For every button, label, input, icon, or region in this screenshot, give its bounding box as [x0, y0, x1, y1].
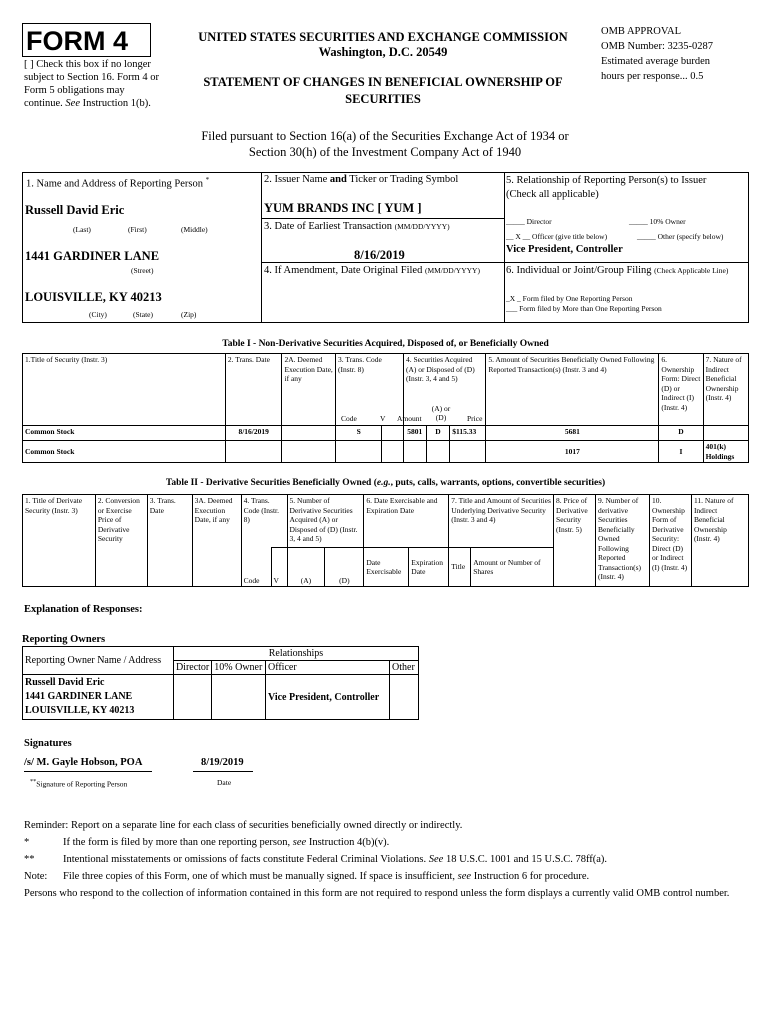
other-option: _____ Other (specify below) [637, 232, 724, 241]
t2-col-5: 5. Number of Derivative Securities Acquired (A) or Disposed of (D) (Instr. 3, 4 and 5) [287, 495, 364, 548]
cell [703, 426, 748, 441]
n3a: File three copies of this Form, one of which must be manually signed. If space is insufficient, [63, 871, 456, 882]
note-marker: ** [24, 854, 35, 865]
cell [212, 675, 266, 720]
relationships-header: Relationships [173, 647, 418, 661]
t1-col-title: 1.Title of Security (Instr. 3) [23, 354, 226, 426]
officer-title: Vice President, Controller [506, 244, 623, 255]
n1a: If the form is filed by more than one reporting person, [63, 837, 291, 848]
stmt-line1: STATEMENT OF CHANGES IN BENEFICIAL OWNERSHIP OF [203, 75, 563, 89]
box3-text: 3. Date of Earliest Transaction [264, 221, 393, 232]
t1-col-nature: 7. Nature of Indirect Beneficial Ownership (Instr. 4) [703, 354, 748, 426]
signature-name: /s/ M. Gayle Hobson, POA [24, 757, 143, 768]
cell [426, 441, 450, 463]
omb-line: OMB APPROVAL [601, 26, 682, 37]
officer-header: Officer [265, 661, 389, 675]
table1 [22, 353, 749, 426]
box5-l2: (Check all applicable) [506, 189, 599, 200]
signatures-heading: Signatures [24, 738, 72, 749]
cell [382, 441, 404, 463]
filed-line1: Filed pursuant to Section 16(a) of the Securities Exchange Act of 1934 or [201, 129, 569, 143]
cell [282, 441, 336, 463]
check-line: subject to Section 16. Form 4 or [24, 72, 160, 83]
cell [403, 441, 426, 463]
t2-col-3a: 3A. Deemed Execution Date, if any [192, 495, 241, 587]
explanation-heading: Explanation of Responses: [24, 604, 143, 615]
n2c: 18 U.S.C. 1001 and 15 U.S.C. 78ff(a). [445, 854, 608, 865]
cell: I [659, 441, 703, 463]
stmt-line2: SECURITIES [345, 92, 421, 106]
box3-sm: (MM/DD/YYYY) [394, 222, 450, 231]
issuer-name: YUM BRANDS INC [ YUM ] [264, 201, 422, 215]
check-line-a: continue. [24, 98, 63, 109]
box6-sm: (Check Applicable Line) [654, 266, 729, 275]
table1-title: Table I - Non-Derivative Securities Acquired, Disposed of, or Beneficially Owned [222, 339, 549, 349]
check-line: [ ] Check this box if no longer [24, 59, 151, 70]
cell: $115.33 [450, 426, 486, 441]
owner-name-header: Reporting Owner Name / Address [23, 647, 174, 675]
omb-line: hours per response... 0.5 [601, 71, 704, 82]
note-text [63, 869, 589, 885]
cell: 401(k) Holdings [703, 441, 748, 463]
t1-col-acquired: 4. Securities Acquired (A) or Disposed of (D) (Instr. 3, 4 and 5) [403, 354, 485, 426]
t1-sub-v: V [380, 414, 386, 423]
table2-title [22, 478, 749, 488]
box4-sm: (MM/DD/YYYY) [424, 266, 480, 275]
cell [390, 675, 419, 720]
owner-line: LOUISVILLE, KY 40213 [25, 705, 135, 716]
n3b: see [457, 871, 472, 882]
table2 [22, 494, 749, 587]
table1-body [22, 425, 749, 463]
box2-label [264, 174, 458, 185]
t2-sub-title: Title [449, 548, 471, 587]
t2-sub-d: (D) [325, 548, 364, 587]
box2-b: and [329, 174, 347, 185]
box2-a: 2. Issuer Name [264, 174, 328, 185]
omb-notice: Persons who respond to the collection of information contained in this form are not required to respond unless the form displays a currently valid OMB control number. [24, 888, 730, 899]
agency-title [176, 30, 590, 60]
owner-address-cell [23, 675, 174, 720]
city-label: (City) [89, 310, 107, 319]
first-label: (First) [128, 225, 147, 234]
director-option: _____ Director [506, 217, 552, 226]
owner-line: 1441 GARDINER LANE [25, 691, 133, 702]
sig-caption-text: Signature of Reporting Person [36, 779, 128, 789]
check-line [24, 97, 174, 110]
cell [450, 441, 486, 463]
box2-c: Ticker or Trading Symbol [349, 174, 459, 185]
signature-caption [30, 778, 127, 789]
cell [173, 675, 211, 720]
box3-label [264, 221, 450, 232]
director-header: Director [173, 661, 211, 675]
ten-percent-option: _____ 10% Owner [629, 217, 686, 226]
t1-col-deemed: 2A. Deemed Execution Date, if any [282, 354, 336, 426]
filing-option-1: _X _ Form filed by One Reporting Person [506, 294, 633, 303]
note-marker: Note: [24, 871, 48, 882]
t1-col-form: 6. Ownership Form: Direct (D) or Indirect (I) (Instr. 4) [659, 354, 703, 426]
omb-line: OMB Number: 3235-0287 [601, 41, 713, 52]
t1-col-date: 2. Trans. Date [225, 354, 282, 426]
form-title: FORM 4 [26, 26, 129, 56]
reminder-line: Reminder: Report on a separate line for each class of securities beneficially owned directly or indirectly. [24, 820, 463, 831]
form-title-box [22, 23, 151, 57]
t2-sub-v: V [271, 548, 287, 587]
table-row [23, 675, 419, 720]
t2-title-a: Table II - Derivative Securities Beneficially Owned ( [165, 478, 377, 488]
filing-option-2: ___ Form filed by More than One Reporting Person [506, 304, 662, 313]
omb-line: Estimated average burden [601, 56, 711, 67]
earliest-transaction-date: 8/16/2019 [354, 248, 405, 262]
t2-col-8: 8. Price of Derivative Security (Instr. 5) [554, 495, 596, 587]
cell: 8/16/2019 [225, 426, 282, 441]
t2-sub-exercisable: Date Exercisable [364, 548, 409, 587]
last-label: (Last) [73, 225, 91, 234]
n2b: See [428, 854, 444, 865]
table-row [23, 441, 749, 463]
check-line-b: See [65, 98, 80, 109]
statement-title [176, 74, 590, 108]
signature-date: 8/19/2019 [201, 757, 244, 768]
t2-col-10: 10. Ownership Form of Derivative Security: Direct (D) or Indirect (I) (Instr. 4) [649, 495, 691, 587]
filed-line2: Section 30(h) of the Investment Company Act of 1940 [248, 145, 522, 159]
cell [382, 426, 404, 441]
cell: Common Stock [23, 441, 226, 463]
t2-sub-expiration: Expiration Date [409, 548, 449, 587]
t1-col-code: 3. Trans. Code (Instr. 8) [336, 354, 404, 426]
cell [282, 426, 336, 441]
t2-title-c: , puts, calls, warrants, options, convertible securities) [390, 478, 606, 488]
box1-label-text: 1. Name and Address of Reporting Person [26, 178, 204, 190]
reporting-owners-heading: Reporting Owners [22, 634, 106, 645]
t2-title-b: e.g. [376, 478, 391, 488]
signature-line [24, 771, 152, 772]
box4-label [264, 265, 480, 276]
t2-col-4: 4. Trans. Code (Instr. 8) [241, 495, 287, 548]
cell: Common Stock [23, 426, 226, 441]
cell: 1017 [486, 441, 659, 463]
t2-col-2: 2. Conversion or Exercise Price of Derivative Security [95, 495, 147, 587]
t2-sub-amount: Amount or Number of Shares [471, 548, 554, 587]
n1c: Instruction 4(b)(v). [308, 837, 390, 848]
t2-col-1: 1. Title of Derivate Security (Instr. 3) [23, 495, 96, 587]
t2-col-6: 6. Date Exercisable and Expiration Date [364, 495, 449, 548]
sig-star: ** [30, 778, 37, 785]
zip-label: (Zip) [181, 310, 197, 319]
cell [336, 441, 382, 463]
table-row [23, 426, 749, 441]
street-label: (Street) [131, 266, 154, 275]
n2a: Intentional misstatements or omissions of facts constitute Federal Criminal Violations. [63, 854, 427, 865]
omb-approval [601, 24, 761, 84]
t2-col-11: 11. Nature of Indirect Beneficial Ownership (Instr. 4) [691, 495, 748, 587]
t1-col-owned: 5. Amount of Securities Beneficially Owned Following Reported Transaction(s) (Instr. 3 and 4) [486, 354, 659, 426]
t2-sub-code: Code [241, 548, 271, 587]
street-value: 1441 GARDINER LANE [25, 249, 160, 263]
tenpct-header: 10% Owner [212, 661, 266, 675]
t2-col-9: 9. Number of derivative Securities Beneficially Owned Following Reported Transaction(s) (Instr. 4) [596, 495, 650, 587]
date-caption: Date [217, 778, 232, 787]
reporting-person-name: Russell David Eric [25, 203, 125, 217]
check-box-note [24, 58, 174, 110]
cell [225, 441, 282, 463]
filed-pursuant [120, 128, 650, 160]
t2-col-7: 7. Title and Amount of Securities Underlying Derivative Security (Instr. 3 and 4) [449, 495, 554, 548]
box4-text: 4. If Amendment, Date Original Filed [264, 265, 423, 276]
date-line [193, 771, 253, 772]
cell: 5681 [486, 426, 659, 441]
check-line-c: Instruction 1(b). [82, 98, 151, 109]
t1-sub-price: Price [467, 414, 483, 423]
cell: D [426, 426, 450, 441]
officer-option: __ X __ Officer (give title below) [506, 232, 608, 241]
t1-sub-amount: Amount [397, 414, 422, 423]
box1-label [26, 176, 209, 190]
owner-officer-value: Vice President, Controller [265, 675, 389, 720]
note-text [63, 852, 607, 868]
header-boxes [22, 172, 749, 323]
box5-l1: 5. Relationship of Reporting Person(s) to Issuer [506, 175, 707, 186]
note-marker: * [24, 837, 30, 848]
cell: S [336, 426, 382, 441]
t2-col-3: 3. Trans. Date [147, 495, 192, 587]
cell: 5801 [403, 426, 426, 441]
box1-star: * [205, 176, 210, 184]
agency-line1: UNITED STATES SECURITIES AND EXCHANGE COMMISSION [198, 30, 568, 44]
state-label: (State) [133, 310, 153, 319]
box6-label [506, 265, 728, 276]
t2-sub-a: (A) [287, 548, 325, 587]
reporting-owners-table [22, 646, 419, 720]
owner-line: Russell David Eric [25, 677, 105, 688]
other-header: Other [390, 661, 419, 675]
n1b: see [292, 837, 307, 848]
cell: D [659, 426, 703, 441]
t1-sub-code: Code [341, 414, 357, 423]
note-text [63, 835, 389, 851]
n3c: Instruction 6 for procedure. [473, 871, 590, 882]
box6-text: 6. Individual or Joint/Group Filing [506, 265, 652, 276]
check-line: Form 5 obligations may [24, 85, 125, 96]
box5-label [506, 174, 706, 202]
t1-sub-ad: (A) or (D) [431, 404, 451, 422]
city-value: LOUISVILLE, KY 40213 [25, 290, 162, 304]
middle-label: (Middle) [181, 225, 208, 234]
agency-line2: Washington, D.C. 20549 [318, 45, 448, 59]
